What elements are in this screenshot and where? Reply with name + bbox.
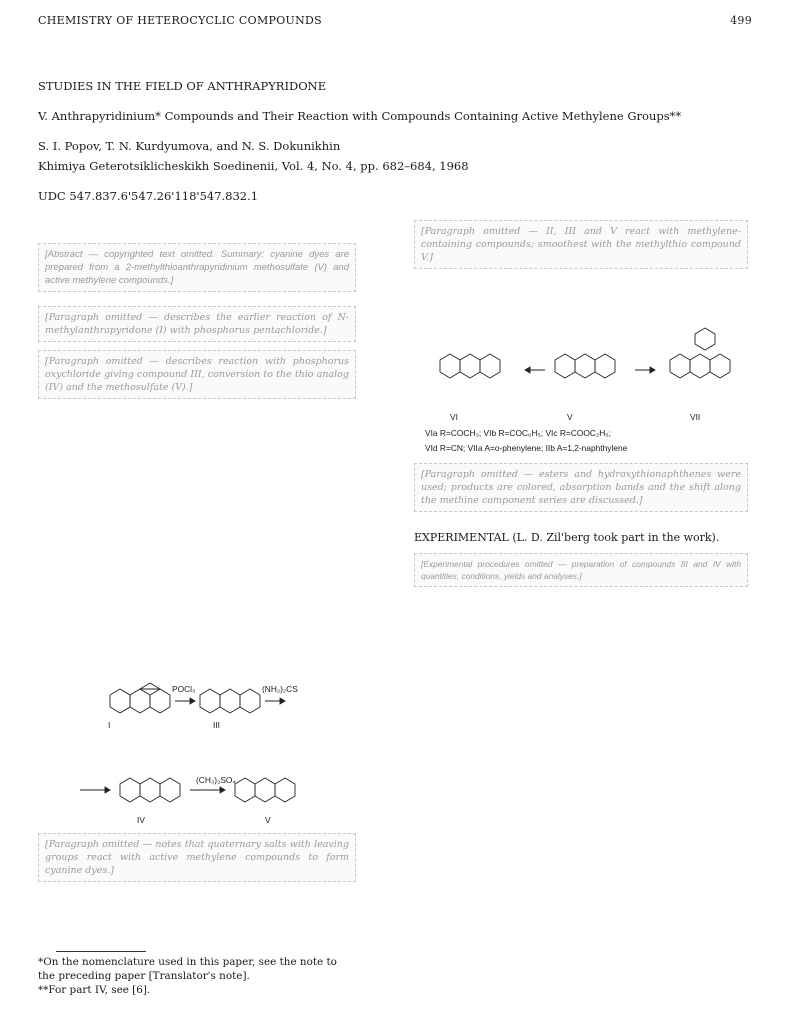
compound-label-iii: III bbox=[213, 720, 220, 730]
footnote-rule bbox=[56, 951, 146, 952]
reaction-scheme-1 bbox=[100, 675, 350, 729]
abstract: [Abstract — copyrighted text omitted. Summary: cyanine dyes are prepared from a 2-methylthioanthrapyridinium methosulfate (V) and active methylene compounds.] bbox=[38, 243, 356, 292]
scheme-caption-2: VId R=CN; VIIa A=o-phenylene; IIb A=1,2-naphthylene bbox=[425, 443, 628, 453]
paper-title: V. Anthrapyridinium* Compounds and Their Reaction with Compounds Containing Active Methylene Groups** bbox=[38, 109, 682, 123]
compound-label-i: I bbox=[108, 720, 111, 730]
compound-label-vii: VII bbox=[690, 412, 701, 422]
left-paragraph-2: [Paragraph omitted — describes reaction with phosphorus oxychloride giving compound III, conversion to the thio analog (IV) and the methosulfate (V).] bbox=[38, 350, 356, 399]
series-title: STUDIES IN THE FIELD OF ANTHRAPYRIDONE bbox=[38, 79, 327, 93]
footnote-2: **For part IV, see [6]. bbox=[38, 984, 151, 996]
reagent-thiourea: (NH₂)₂CS bbox=[262, 684, 298, 694]
experimental-text: [Experimental procedures omitted — preparation of compounds III and IV with quantities, conditions, yields and analyses.] bbox=[414, 553, 748, 587]
right-paragraph-2: [Paragraph omitted — esters and hydroxythionaphthenes were used; products are colored, absorption bands and the shift along the methine component series are discussed.] bbox=[414, 463, 748, 512]
left-paragraph-3: [Paragraph omitted — notes that quaternary salts with leaving groups react with active methylene compounds to form cyanine dyes.] bbox=[38, 833, 356, 882]
compound-label-v-right: V bbox=[567, 412, 573, 422]
citation: Khimiya Geterotsiklicheskikh Soedinenii, Vol. 4, No. 4, pp. 682–684, 1968 bbox=[38, 159, 469, 173]
page-number: 499 bbox=[730, 14, 752, 27]
scheme-caption-1: VIa R=COCH₃; VIb R=COC₆H₅; VIc R=COOC₂H₅; bbox=[425, 428, 611, 438]
reagent-dimethyl-sulfate: (CH₃)₂SO₄ bbox=[196, 775, 236, 785]
reaction-scheme-2 bbox=[80, 760, 340, 824]
left-paragraph-1: [Paragraph omitted — describes the earlier reaction of N-methylanthrapyridone (I) with phosphorus pentachloride.] bbox=[38, 306, 356, 342]
experimental-heading: EXPERIMENTAL (L. D. Zil'berg took part in the work). bbox=[414, 531, 720, 544]
right-column-lower bbox=[414, 463, 748, 596]
right-column bbox=[414, 220, 748, 277]
compound-label-iv: IV bbox=[137, 815, 145, 825]
running-header bbox=[38, 14, 752, 27]
title-block bbox=[38, 78, 752, 204]
journal-name: CHEMISTRY OF HETEROCYCLIC COMPOUNDS bbox=[38, 14, 322, 27]
right-paragraph-1: [Paragraph omitted — II, III and V react with methylene-containing compounds; smoothest with the methylthio compound V.] bbox=[414, 220, 748, 269]
footnotes bbox=[38, 955, 356, 997]
left-column bbox=[38, 233, 356, 407]
udc-code: UDC 547.837.6'547.26'118'547.832.1 bbox=[38, 189, 259, 203]
left-column-lower bbox=[38, 833, 356, 890]
compound-label-vi: VI bbox=[450, 412, 458, 422]
compound-label-v: V bbox=[265, 815, 271, 825]
authors: S. I. Popov, T. N. Kurdyumova, and N. S. Dokunikhin bbox=[38, 139, 341, 153]
reaction-scheme-3 bbox=[430, 320, 750, 414]
footnote-1: *On the nomenclature used in this paper, see the note to the preceding paper [Translator's note]. bbox=[38, 956, 337, 982]
reagent-pocl3: POCl₃ bbox=[172, 684, 196, 694]
